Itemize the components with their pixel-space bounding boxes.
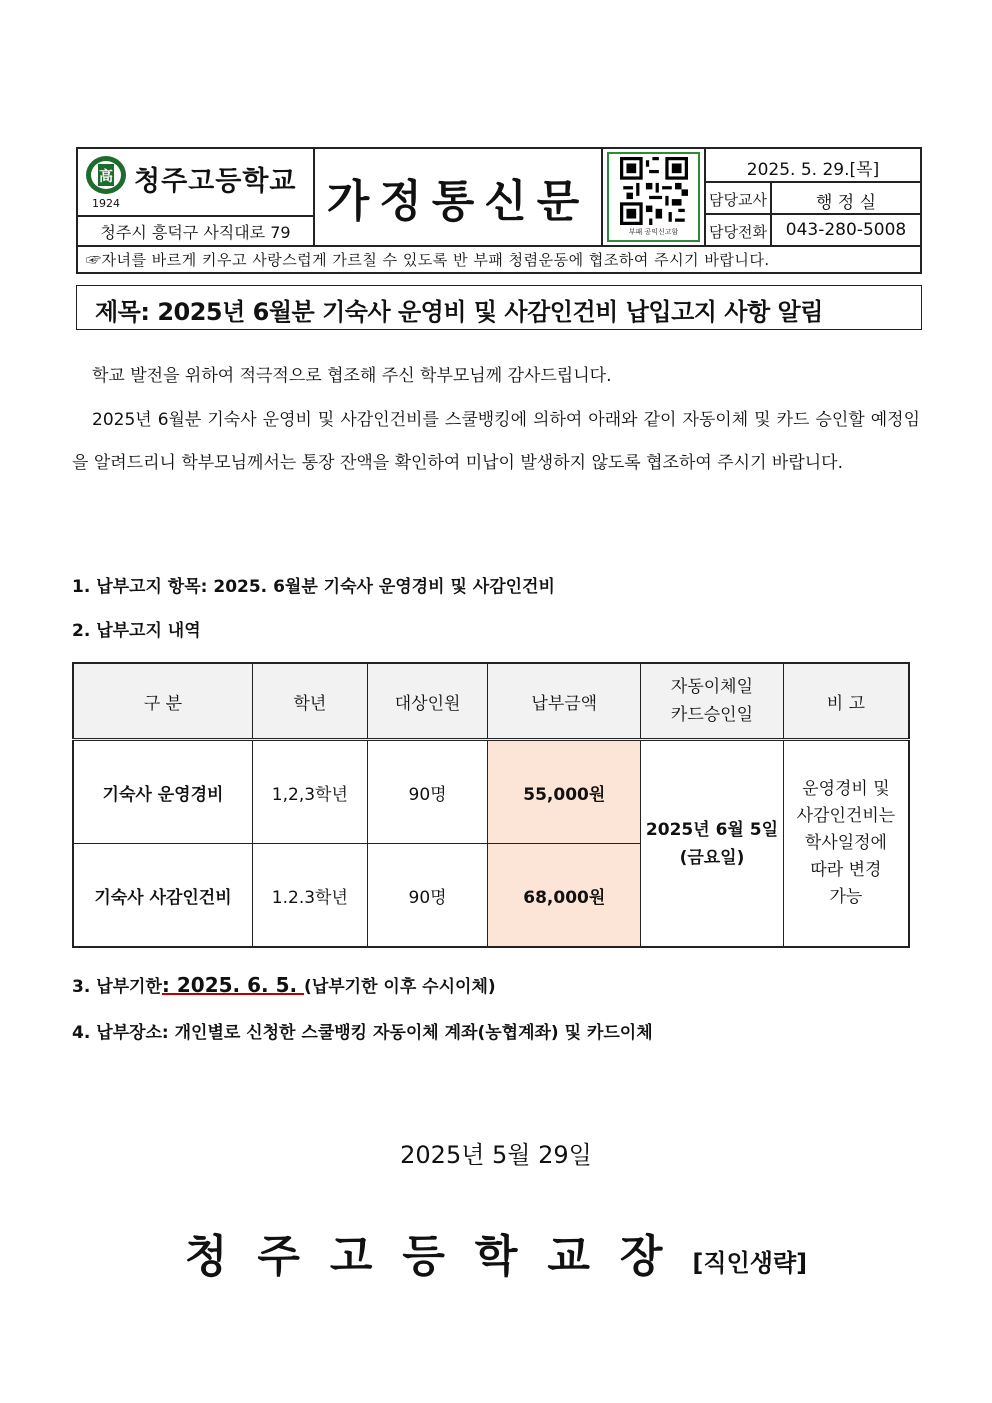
- table-header-row: [73, 663, 909, 740]
- table-row: [73, 740, 909, 844]
- header-amount: 납부금액: [488, 663, 641, 740]
- header-box: [76, 147, 922, 274]
- school-address: 청주시 흥덕구 사직대로 79: [100, 223, 291, 242]
- slogan-cell: [77, 246, 921, 273]
- school-emblem-icon: [84, 154, 128, 196]
- note-line: 학사일정에: [804, 833, 887, 853]
- qr-cell: [602, 148, 705, 246]
- header-category: 구 분: [73, 663, 252, 740]
- row-category: 기숙사 사감인건비: [73, 844, 252, 948]
- item-3-note: (납부기한 이후 수시이체): [304, 977, 496, 997]
- row-amount: 55,000원: [488, 740, 641, 844]
- qr-caption: 부패 공익신고함: [628, 228, 679, 236]
- header-note: 비 고: [783, 663, 909, 740]
- note-line: 따라 변경: [810, 860, 882, 880]
- row-category: 기숙사 운영경비: [73, 740, 252, 844]
- principal-name: 청주고등학교장: [184, 1231, 693, 1282]
- address-cell: [77, 216, 314, 246]
- qr-code-icon: [615, 157, 693, 225]
- header-card-date: 카드승인일: [670, 705, 754, 725]
- row-grade: 1,2,3학년: [252, 740, 367, 844]
- item-3-deadline: : 2025. 6. 5.: [161, 973, 305, 997]
- date-cell: [705, 148, 921, 182]
- item-2: 2. 납부고지 내역: [72, 621, 201, 641]
- header-grade: 학년: [252, 663, 367, 740]
- fee-table: [72, 662, 910, 948]
- row-amount: 68,000원: [488, 844, 641, 948]
- phone-value-cell: [771, 214, 921, 246]
- note-cell: [783, 740, 909, 948]
- body-paragraph-2: 2025년 6월분 기숙사 운영비 및 사감인건비를 스쿨뱅킹에 의하여 아래와 같이 자동이체 및 카드 승인할 예정임을 알려드리니 학부모님께서는 통장 잔액을 확인하여 미납이 발생하지 않도록 협조하여 주시기 바랍니다.: [72, 410, 920, 473]
- phone-label: 담당전화: [709, 223, 767, 241]
- subject-title: 제목: 2025년 6월분 기숙사 운영비 및 사감인건비 납입고지 사항 알림: [95, 298, 823, 326]
- row-count: 90명: [367, 844, 488, 948]
- note-line: 가능: [829, 887, 863, 907]
- teacher-label-cell: [705, 182, 771, 214]
- teacher-value-cell: [771, 182, 921, 214]
- qr-frame[interactable]: [607, 152, 700, 242]
- row-grade: 1.2.3학년: [252, 844, 367, 948]
- item-3-label: 3. 납부기한: [72, 977, 162, 997]
- note-line: 운영경비 및: [802, 779, 890, 799]
- school-cell: [77, 148, 314, 216]
- transfer-date: 2025년 6월 5일: [645, 819, 778, 840]
- phone-value: 043-280-5008: [785, 220, 907, 240]
- subject-box: [76, 285, 922, 330]
- seal-note: [직인생략]: [692, 1249, 808, 1277]
- anti-corruption-slogan: ☞자녀를 바르게 키우고 사랑스럽게 가르칠 수 있도록 반 부패 청렴운동에 협조하여 주시기 바랍니다.: [86, 251, 770, 269]
- row-count: 90명: [367, 740, 488, 844]
- notice-date: 2025. 5. 29.[목]: [746, 160, 880, 180]
- header-count: 대상인원: [367, 663, 488, 740]
- school-name: 청주고등학교: [134, 166, 297, 197]
- title-cell: [314, 148, 602, 246]
- signature-block: [0, 1220, 992, 1284]
- emblem-char: 高: [99, 169, 113, 185]
- header-dates: [641, 663, 784, 740]
- phone-label-cell: [705, 214, 771, 246]
- footer-date: 2025년 5월 29일: [400, 1141, 592, 1169]
- teacher-label: 담당교사: [709, 191, 767, 209]
- doc-title: 가정통신문: [326, 176, 590, 227]
- note-line: 사감인건비는: [796, 806, 896, 826]
- transfer-date-cell: [641, 740, 784, 948]
- body-paragraph-1: 학교 발전을 위하여 적극적으로 협조해 주신 학부모님께 감사드립니다.: [92, 366, 612, 386]
- item-3: [72, 972, 496, 997]
- transfer-day: (금요일): [679, 847, 745, 868]
- item-4: 4. 납부장소: 개인별로 신청한 스쿨뱅킹 자동이체 계좌(농협계좌) 및 카드이체: [72, 1023, 653, 1043]
- established-year: 1924: [92, 197, 120, 210]
- header-transfer-date: 자동이체일: [670, 677, 754, 697]
- item-1: 1. 납부고지 항목: 2025. 6월분 기숙사 운영경비 및 사감인건비: [72, 577, 555, 597]
- teacher-value: 행 정 실: [815, 193, 877, 213]
